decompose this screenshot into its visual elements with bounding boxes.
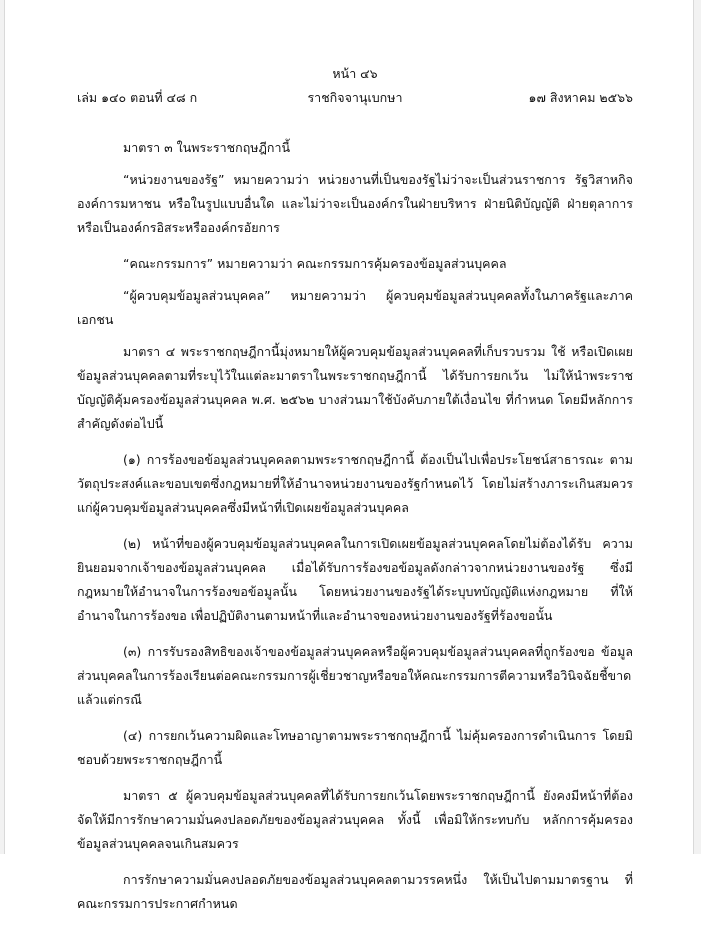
document-body [77, 136, 633, 916]
principle-1: (๑) การร้องขอข้อมูลส่วนบุคคลตามพระราชกฤษฎีกานี้ ต้องเป็นไปเพื่อประโยชน์สาธารณะ ตามวัตถุประสงค์และขอบเขตซึ่งกฎหมายที่ให้อำนาจหน่วยงานของรัฐกำหนดไว้ โดยไม่สร้างภาระเกินสมควร แก่ผู้ควบคุมข้อมูลส่วนบุคคลซึ่งมีหน้าที่เปิดเผยข้อมูลส่วนบุคคล [77, 452, 633, 515]
definition-state-agency: “หน่วยงานของรัฐ” หมายความว่า หน่วยงานที่เป็นของรัฐไม่ว่าจะเป็นส่วนราชการ รัฐวิสาหกิจ องค์การมหาชน หรือในรูปแบบอื่นใด และไม่ว่าจะเป็นองค์กรในฝ่ายบริหาร ฝ่ายนิติบัญญัติ ฝ่ายตุลาการ หรือเป็นองค์กรอิสระหรือองค์กรอัยการ [77, 172, 633, 235]
document-page [4, 0, 694, 911]
section-4: มาตรา ๔ พระราชกฤษฎีกานี้มุ่งหมายให้ผู้ควบคุมข้อมูลส่วนบุคคลที่เก็บรวบรวม ใช้ หรือเปิดเผยข้อมูลส่วนบุคคลตามที่ระบุไว้ในแต่ละมาตราในพระราชกฤษฎีกานี้ ได้รับการยกเว้น ไม่ให้นำพระราชบัญญัติคุ้มครองข้อมูลส่วนบุคคล พ.ศ. ๒๕๖๒ บางส่วนมาใช้บังคับภายใต้เงื่อนไข ที่กำหนด โดยมีหลักการสำคัญดังต่อไปนี้ [77, 344, 633, 431]
gazette-header [77, 88, 633, 108]
principle-4: (๔) การยกเว้นความผิดและโทษอาญาตามพระราชกฤษฎีกานี้ ไม่คุ้มครองการดำเนินการ โดยมิชอบด้วยพระราชกฤษฎีกานี้ [77, 728, 633, 767]
gazette-document [77, 64, 633, 928]
section-3-heading: มาตรา ๓ ในพระราชกฤษฎีกานี้ [123, 140, 291, 155]
gazette-name: ราชกิจจานุเบกษา [307, 90, 403, 105]
section-5-paragraph-2: การรักษาความมั่นคงปลอดภัยของข้อมูลส่วนบุคคลตามวรรคหนึ่ง ให้เป็นไปตามมาตรฐาน ที่คณะกรรมการประกาศกำหนด [77, 872, 633, 911]
definition-data-controller: “ผู้ควบคุมข้อมูลส่วนบุคคล” หมายความว่า ผู้ควบคุมข้อมูลส่วนบุคคลทั้งในภาครัฐและภาคเอกชน [77, 288, 633, 327]
section-5: มาตรา ๕ ผู้ควบคุมข้อมูลส่วนบุคคลที่ได้รับการยกเว้นโดยพระราชกฤษฎีกานี้ ยังคงมีหน้าที่ต้องจัดให้มีการรักษาความมั่นคงปลอดภัยของข้อมูลส่วนบุคคล ทั้งนี้ เพื่อมิให้กระทบกับ หลักการคุ้มครองข้อมูลส่วนบุคคลจนเกินสมควร [77, 788, 633, 851]
page-number: หน้า ๔๖ [332, 66, 378, 81]
principle-3: (๓) การรับรองสิทธิของเจ้าของข้อมูลส่วนบุคคลหรือผู้ควบคุมข้อมูลส่วนบุคคลที่ถูกร้องขอ ข้อมูลส่วนบุคคลในการร้องเรียนต่อคณะกรรมการผู้เชี่ยวชาญหรือขอให้คณะกรรมการตีความหรือวินิจฉัยชี้ขาด แล้วแต่กรณี [77, 644, 633, 707]
volume-issue: เล่ม ๑๔๐ ตอนที่ ๔๘ ก [77, 90, 198, 105]
publication-date: ๑๗ สิงหาคม ๒๕๖๖ [528, 90, 633, 105]
definition-committee: “คณะกรรมการ” หมายความว่า คณะกรรมการคุ้มครองข้อมูลส่วนบุคคล [123, 256, 507, 271]
principle-2: (๒) หน้าที่ของผู้ควบคุมข้อมูลส่วนบุคคลในการเปิดเผยข้อมูลส่วนบุคคลโดยไม่ต้องได้รับ ความยินยอมจากเจ้าของข้อมูลส่วนบุคคล เมื่อได้รับการร้องขอข้อมูลดังกล่าวจากหน่วยงานของรัฐ ซึ่งมีกฎหมายให้อำนาจในการร้องขอข้อมูลนั้น โดยหน่วยงานของรัฐได้ระบุบทบัญญัติแห่งกฎหมาย ที่ให้อำนาจในการร้องขอ เพื่อปฏิบัติงานตามหน้าที่และอำนาจของหน่วยงานของรัฐที่ร้องขอนั้น [77, 536, 633, 623]
